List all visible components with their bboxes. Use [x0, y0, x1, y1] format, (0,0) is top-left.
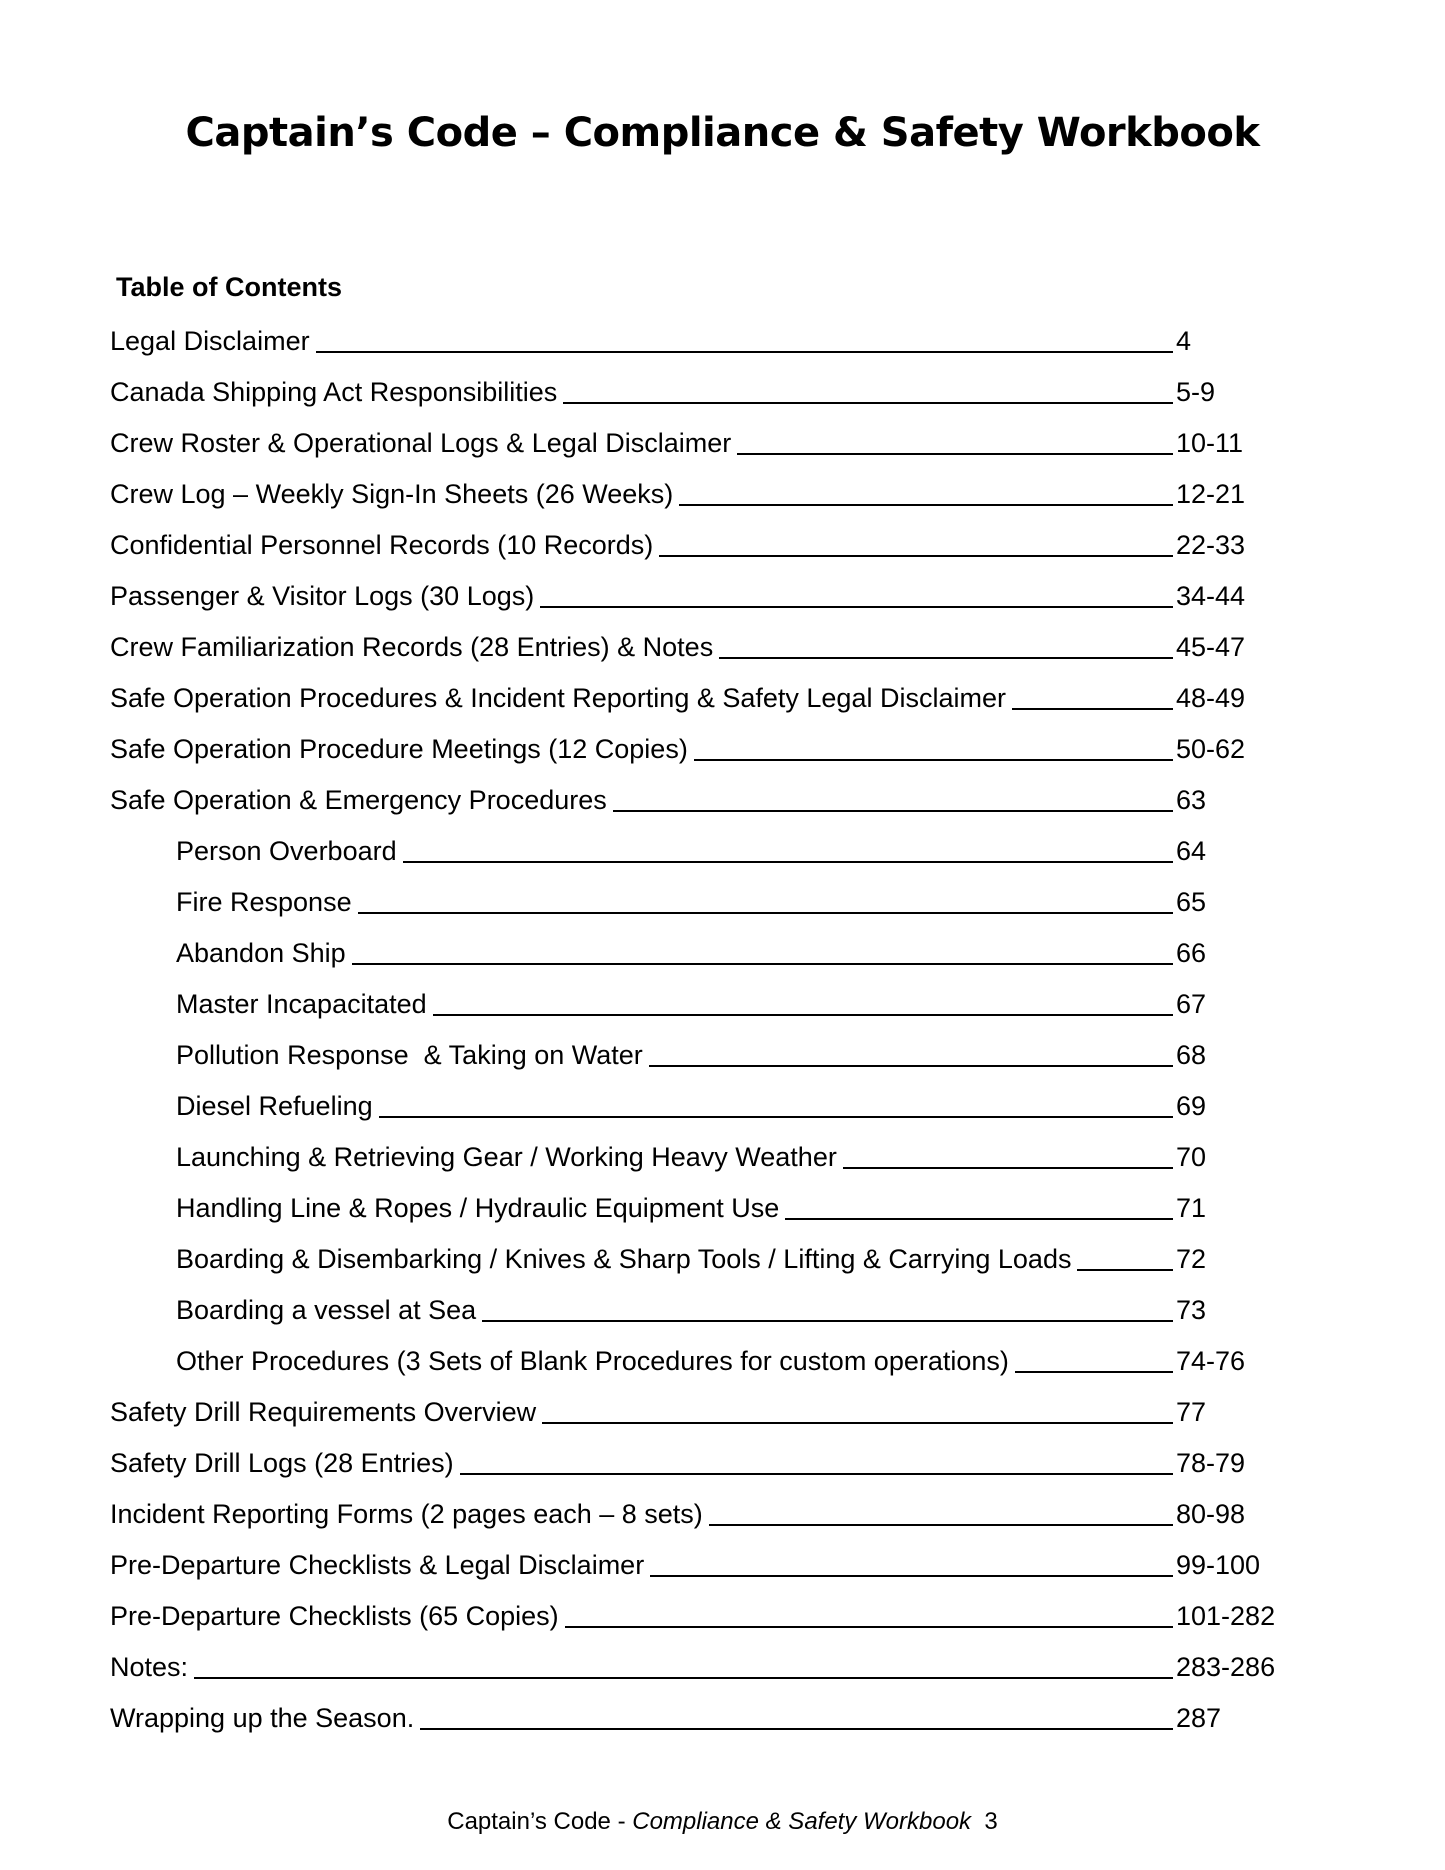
dot-leader	[403, 860, 1173, 863]
toc-entry-emergency-procedures[interactable]	[110, 777, 1290, 817]
toc-entry-incident-reporting-forms[interactable]	[110, 1491, 1290, 1531]
footer-page-number: 3	[984, 1808, 998, 1835]
toc-entry-crew-roster[interactable]	[110, 420, 1290, 460]
toc-subentry-boarding-vessel[interactable]	[176, 1287, 1290, 1327]
toc-entry-label: Safe Operation Procedures & Incident Reporting & Safety Legal Disclaimer	[110, 683, 1006, 713]
dot-leader	[316, 350, 1173, 353]
toc-subentry-abandon-ship[interactable]	[176, 930, 1290, 970]
dot-leader	[659, 554, 1173, 557]
toc-entry-safe-operation-procedures[interactable]	[110, 675, 1290, 715]
toc-entry-page: 74-76	[1176, 1346, 1246, 1376]
toc-entry-label: Boarding a vessel at Sea	[176, 1295, 477, 1325]
toc-subentry-launching-gear[interactable]	[176, 1134, 1290, 1174]
toc-entry-label: Abandon Ship	[176, 938, 346, 968]
dot-leader	[709, 1523, 1173, 1526]
dot-leader	[420, 1727, 1173, 1730]
toc-subentry-other-procedures[interactable]	[176, 1338, 1290, 1378]
dot-leader	[352, 962, 1173, 965]
toc-entry-page: 283-286	[1176, 1652, 1276, 1682]
toc-entry-passenger-logs[interactable]	[110, 573, 1290, 613]
dot-leader	[1012, 707, 1173, 710]
toc-entry-label: Safe Operation Procedure Meetings (12 Copies)	[110, 734, 688, 764]
toc-entry-page: 287	[1176, 1703, 1222, 1733]
toc-entry-page: 45-47	[1176, 632, 1246, 662]
dot-leader	[843, 1166, 1173, 1169]
dot-leader	[482, 1319, 1173, 1322]
toc-entry-label: Crew Roster & Operational Logs & Legal Disclaimer	[110, 428, 732, 458]
dot-leader	[1077, 1268, 1173, 1271]
toc-entry-page: 70	[1176, 1142, 1207, 1172]
toc-subentry-diesel-refueling[interactable]	[176, 1083, 1290, 1123]
toc-entry-page: 63	[1176, 785, 1207, 815]
toc-entry-notes[interactable]	[110, 1644, 1290, 1684]
dot-leader	[433, 1013, 1173, 1016]
toc-entry-pre-departure-checklists[interactable]	[110, 1593, 1290, 1633]
toc-subentry-pollution-response[interactable]	[176, 1032, 1290, 1072]
dot-leader	[679, 503, 1173, 506]
toc-entry-label: Passenger & Visitor Logs (30 Logs)	[110, 581, 535, 611]
dot-leader	[460, 1472, 1173, 1475]
toc-subentry-master-incapacitated[interactable]	[176, 981, 1290, 1021]
toc-entry-page: 72	[1176, 1244, 1207, 1274]
toc-entry-page: 68	[1176, 1040, 1207, 1070]
toc-entry-page: 66	[1176, 938, 1207, 968]
dot-leader	[737, 452, 1173, 455]
toc-entry-label: Safety Drill Requirements Overview	[110, 1397, 537, 1427]
toc-entry-page: 99-100	[1176, 1550, 1261, 1580]
toc-entry-label: Person Overboard	[176, 836, 397, 866]
toc-entry-label: Pre-Departure Checklists & Legal Disclaimer	[110, 1550, 645, 1580]
toc-entry-label: Confidential Personnel Records (10 Records)	[110, 530, 654, 560]
toc-entry-label: Crew Log – Weekly Sign-In Sheets (26 Weeks)	[110, 479, 674, 509]
toc-entry-label: Wrapping up the Season.	[110, 1703, 415, 1733]
toc-entry-crew-familiarization[interactable]	[110, 624, 1290, 664]
toc-entry-pre-departure-disclaimer[interactable]	[110, 1542, 1290, 1582]
toc-entry-page: 4	[1176, 326, 1192, 356]
toc-entry-label: Boarding & Disembarking / Knives & Sharp Tools / Lifting & Carrying Loads	[176, 1244, 1072, 1274]
toc-entry-safety-drill-overview[interactable]	[110, 1389, 1290, 1429]
toc-entry-canada-shipping-act[interactable]	[110, 369, 1290, 409]
toc-entry-label: Launching & Retrieving Gear / Working Heavy Weather	[176, 1142, 837, 1172]
toc-entry-page: 22-33	[1176, 530, 1246, 560]
toc-entry-label: Crew Familiarization Records (28 Entries) & Notes	[110, 632, 714, 662]
toc-entry-label: Legal Disclaimer	[110, 326, 310, 356]
toc-entry-page: 78-79	[1176, 1448, 1246, 1478]
toc-entry-label: Other Procedures (3 Sets of Blank Procedures for custom operations)	[176, 1346, 1009, 1376]
toc-entry-page: 101-282	[1176, 1601, 1276, 1631]
toc-subentry-handling-line[interactable]	[176, 1185, 1290, 1225]
toc-entry-page: 67	[1176, 989, 1207, 1019]
toc-entry-page: 65	[1176, 887, 1207, 917]
toc-entry-page: 64	[1176, 836, 1207, 866]
dot-leader	[650, 1574, 1173, 1577]
page-footer	[0, 1808, 1445, 1836]
toc-entry-page: 12-21	[1176, 479, 1246, 509]
toc-entry-safety-drill-logs[interactable]	[110, 1440, 1290, 1480]
toc-subentry-person-overboard[interactable]	[176, 828, 1290, 868]
toc-entry-label: Safe Operation & Emergency Procedures	[110, 785, 607, 815]
toc-entry-label: Diesel Refueling	[176, 1091, 373, 1121]
dot-leader	[719, 656, 1173, 659]
toc-entry-page: 71	[1176, 1193, 1207, 1223]
toc-entry-label: Pre-Departure Checklists (65 Copies)	[110, 1601, 559, 1631]
dot-leader	[785, 1217, 1173, 1220]
toc-entry-page: 34-44	[1176, 581, 1246, 611]
toc-entry-crew-log[interactable]	[110, 471, 1290, 511]
toc-heading: Table of Contents	[116, 272, 342, 302]
toc-entry-label: Handling Line & Ropes / Hydraulic Equipment Use	[176, 1193, 780, 1223]
dot-leader	[1015, 1370, 1173, 1373]
toc-entry-page: 69	[1176, 1091, 1207, 1121]
dot-leader	[613, 809, 1173, 812]
dot-leader	[540, 605, 1173, 608]
dot-leader	[649, 1064, 1173, 1067]
dot-leader	[542, 1421, 1173, 1424]
toc-entry-label: Fire Response	[176, 887, 352, 917]
toc-entry-wrapping-up[interactable]	[110, 1695, 1290, 1735]
footer-brand: Captain’s Code -	[447, 1808, 633, 1835]
dot-leader	[358, 911, 1173, 914]
toc-subentry-boarding-disembarking[interactable]	[176, 1236, 1290, 1276]
toc-entry-page: 48-49	[1176, 683, 1246, 713]
dot-leader	[563, 401, 1173, 404]
toc-entry-page: 73	[1176, 1295, 1207, 1325]
toc-entry-page: 10-11	[1176, 428, 1244, 458]
toc-entry-sop-meetings[interactable]	[110, 726, 1290, 766]
dot-leader	[194, 1676, 1173, 1679]
dot-leader	[694, 758, 1173, 761]
page-title: Captain’s Code – Compliance & Safety Workbook	[185, 110, 1260, 156]
toc-entry-label: Safety Drill Logs (28 Entries)	[110, 1448, 454, 1478]
footer-subtitle: Compliance & Safety Workbook	[632, 1808, 972, 1835]
toc-entry-label: Master Incapacitated	[176, 989, 427, 1019]
dot-leader	[379, 1115, 1173, 1118]
toc-entry-page: 80-98	[1176, 1499, 1246, 1529]
toc-entry-legal-disclaimer[interactable]	[110, 318, 1290, 358]
toc-entry-page: 77	[1176, 1397, 1207, 1427]
toc-entry-label: Canada Shipping Act Responsibilities	[110, 377, 558, 407]
dot-leader	[565, 1625, 1173, 1628]
toc-entry-label: Pollution Response & Taking on Water	[176, 1040, 643, 1070]
toc-entry-page: 5-9	[1176, 377, 1216, 407]
toc-entry-label: Incident Reporting Forms (2 pages each – 8 sets)	[110, 1499, 703, 1529]
toc-entry-page: 50-62	[1176, 734, 1246, 764]
toc-entry-personnel-records[interactable]	[110, 522, 1290, 562]
toc-subentry-fire-response[interactable]	[176, 879, 1290, 919]
toc-entry-label: Notes:	[110, 1652, 189, 1682]
